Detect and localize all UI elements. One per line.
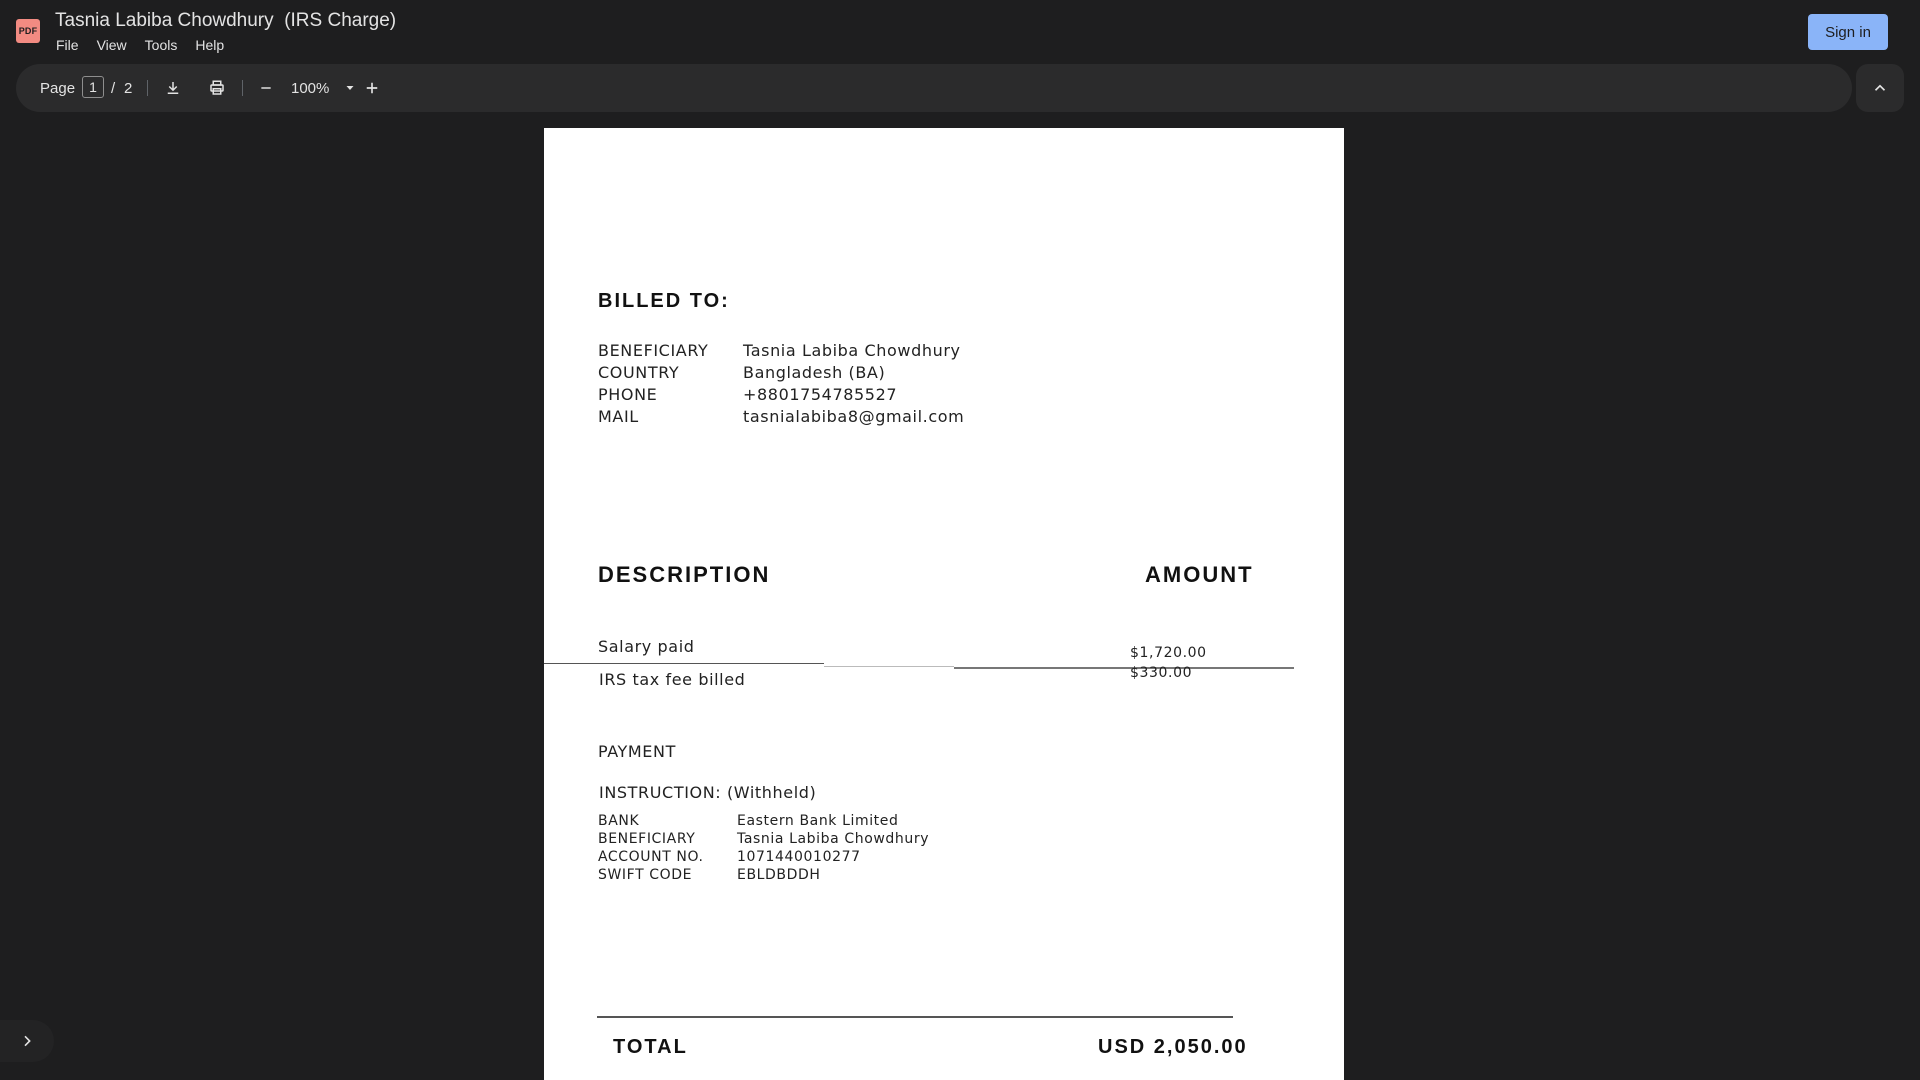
chevron-right-icon (19, 1033, 35, 1049)
payment-value: Tasnia Labiba Chowdhury (737, 831, 930, 847)
chevron-up-icon (1871, 79, 1889, 97)
payment-instruction: INSTRUCTION: (Withheld) (599, 783, 817, 802)
sidebar-toggle-button[interactable] (0, 1020, 54, 1062)
menu-file[interactable]: File (56, 37, 79, 53)
amount-heading: AMOUNT (1145, 562, 1254, 587)
divider-line (544, 663, 824, 664)
zoom-level[interactable]: 100% (291, 79, 330, 97)
payment-value: Eastern Bank Limited (737, 813, 899, 829)
divider-line (954, 667, 1294, 669)
page-separator: / (111, 79, 116, 97)
menu-bar (56, 37, 242, 53)
billed-to-heading: BILLED TO: (598, 290, 730, 312)
document-title: Tasnia Labiba Chowdhury (IRS Charge) (55, 10, 397, 31)
download-icon[interactable] (161, 76, 185, 100)
toolbar-divider (147, 80, 148, 96)
pdf-toolbar (16, 64, 1852, 112)
divider-line (824, 666, 954, 667)
payment-label: BANK (598, 813, 640, 829)
page-count: 2 (124, 79, 133, 97)
payment-label: ACCOUNT NO. (598, 849, 704, 865)
print-icon[interactable] (205, 76, 229, 100)
sign-in-button[interactable]: Sign in (1808, 14, 1888, 50)
billed-value: tasnialabiba8@gmail.com (743, 407, 965, 426)
menu-tools[interactable]: Tools (144, 37, 178, 53)
line-item-amount: $1,720.00 (1130, 645, 1207, 661)
pdf-app-icon: PDF (16, 19, 40, 43)
billed-value: Tasnia Labiba Chowdhury (743, 341, 961, 360)
collapse-toolbar-button[interactable] (1856, 64, 1904, 112)
payment-heading: PAYMENT (598, 742, 676, 761)
pdf-page (544, 128, 1344, 1080)
line-item-description: IRS tax fee billed (599, 670, 746, 689)
billed-label: BENEFICIARY (598, 341, 709, 360)
chevron-down-icon[interactable] (338, 76, 362, 100)
description-heading: DESCRIPTION (598, 562, 771, 587)
line-item-amount: $330.00 (1130, 665, 1193, 681)
menu-view[interactable]: View (96, 37, 127, 53)
billed-label: COUNTRY (598, 363, 680, 382)
billed-value: +8801754785527 (743, 385, 898, 404)
billed-value: Bangladesh (BA) (743, 363, 886, 382)
toolbar-divider (242, 80, 243, 96)
total-label: TOTAL (613, 1036, 688, 1058)
total-divider-line (597, 1016, 1233, 1018)
total-value: USD 2,050.00 (1098, 1036, 1248, 1058)
zoom-out-icon[interactable] (254, 76, 278, 100)
menu-help[interactable]: Help (195, 37, 225, 53)
payment-label: BENEFICIARY (598, 831, 696, 847)
line-item-description: Salary paid (598, 637, 695, 656)
payment-label: SWIFT CODE (598, 867, 693, 883)
page-label: Page (40, 79, 76, 97)
billed-label: PHONE (598, 385, 658, 404)
page-number-input[interactable] (82, 76, 104, 98)
payment-value: EBLDBDDH (737, 867, 821, 883)
billed-label: MAIL (598, 407, 639, 426)
payment-value: 1071440010277 (737, 849, 861, 865)
zoom-in-icon[interactable] (360, 76, 384, 100)
